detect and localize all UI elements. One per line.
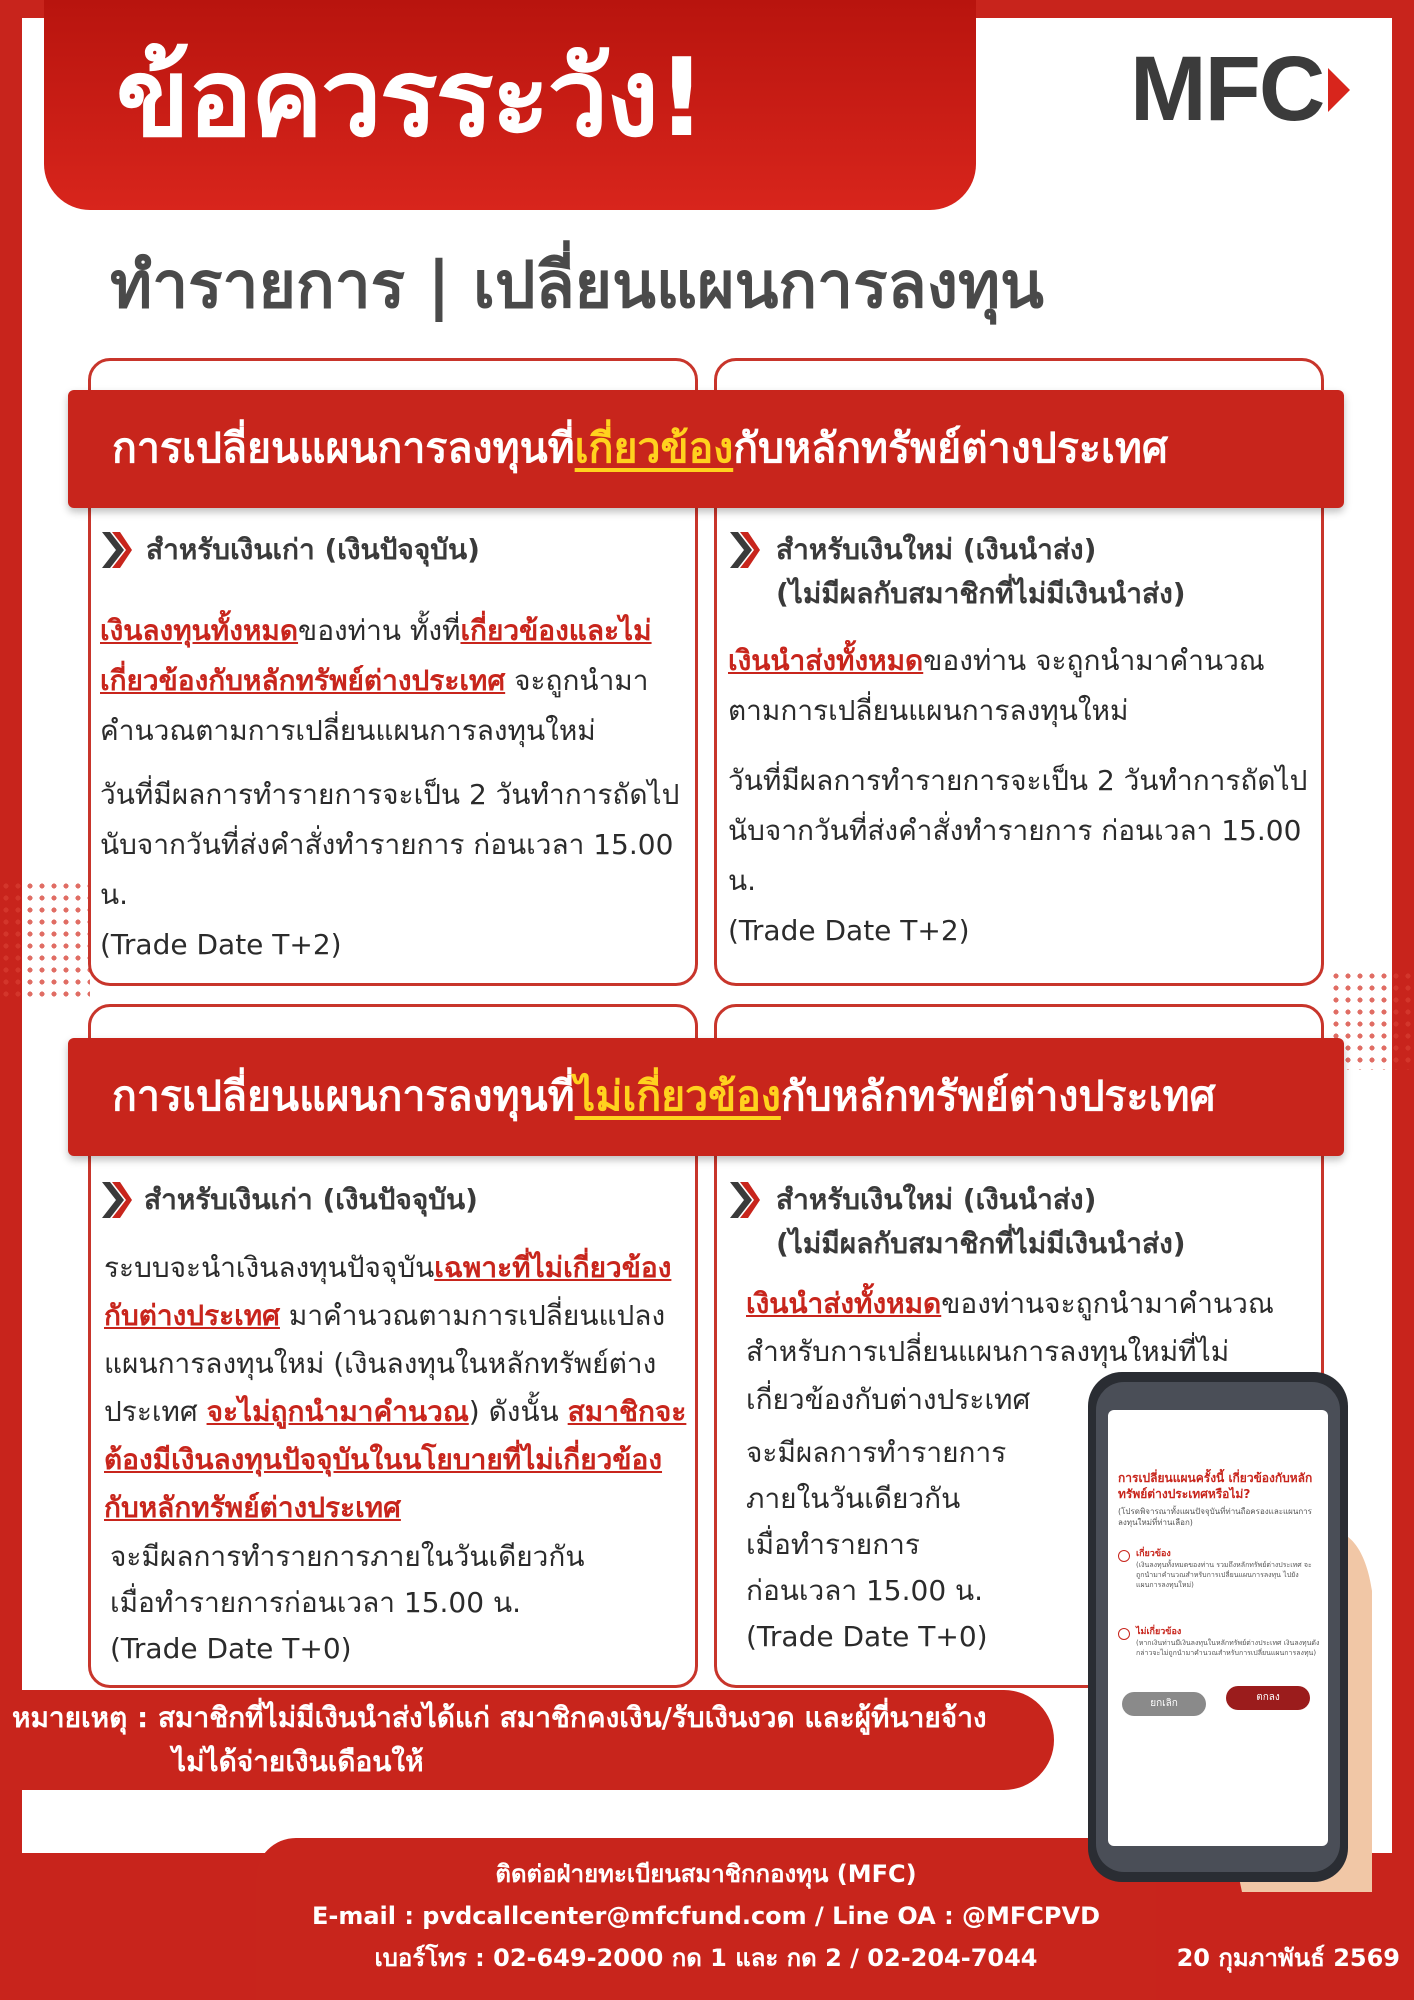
- option1-radio[interactable]: [1118, 1550, 1130, 1562]
- phone-hint: (โปรดพิจารณาทั้งแผนปัจจุบันที่ท่านถือครองและแผนการลงทุนใหม่ที่ท่านเลือก): [1118, 1507, 1312, 1527]
- section1-left-heading: สำหรับเงินเก่า (เงินปัจจุบัน): [146, 533, 480, 566]
- phone-screen: [1108, 1410, 1328, 1846]
- phone-illustration: [1072, 1372, 1372, 1892]
- note-text: หมายเหตุ : สมาชิกที่ไม่มีเงินนำส่งได้แก่ สมาชิกคงเงิน/รับเงินงวด และผู้ที่นายจ้าง ไม่ได้จ่ายเงินเดือนให้: [12, 1701, 987, 1778]
- logo-mark-icon: [1328, 68, 1350, 112]
- phone-question: การเปลี่ยนแผนครั้งนี้ เกี่ยวข้องกับหลักทรัพย์ต่างประเทศหรือไม่?: [1118, 1471, 1313, 1501]
- option1-label: เกี่ยวข้อง: [1136, 1549, 1171, 1559]
- contact-email[interactable]: E-mail : pvdcallcenter@mfcfund.com / Line OA : @MFCPVD: [311, 1902, 1100, 1930]
- section1-left-para1: เงินลงทุนทั้งหมดของท่าน ทั้งที่เกี่ยวข้องและไม่เกี่ยวข้องกับหลักทรัพย์ต่างประเทศ จะถูกนำมาคำนวณตามการเปลี่ยนแผนการลงทุนใหม่: [100, 614, 652, 747]
- option2-label: ไม่เกี่ยวข้อง: [1136, 1627, 1182, 1637]
- section2-right-para2: จะมีผลการทำรายการ ภายในวันเดียวกัน เมื่อทำรายการ ก่อนเวลา 15.00 น. (Trade Date T+0): [746, 1436, 1007, 1653]
- contact-title: ติดต่อฝ่ายทะเบียนสมาชิกกองทุน (MFC): [495, 1860, 917, 1888]
- contact-box: [256, 1838, 1156, 2000]
- section1-right-heading: สำหรับเงินใหม่ (เงินนำส่ง) (ไม่มีผลกับสมาชิกที่ไม่มีเงินนำส่ง): [776, 533, 1186, 610]
- option2-radio[interactable]: [1118, 1628, 1130, 1640]
- section1-right-para1: เงินนำส่งทั้งหมดของท่าน จะถูกนำมาคำนวณตามการเปลี่ยนแผนการลงทุนใหม่: [728, 644, 1265, 727]
- band-highlight: ไม่เกี่ยวข้อง: [574, 1072, 781, 1120]
- section2-right-para1: เงินนำส่งทั้งหมดของท่านจะถูกนำมาคำนวณสำหรับการเปลี่ยนแผนการลงทุนใหม่ที่ไม่เกี่ยวข้องกับต่างประเทศ: [746, 1287, 1274, 1416]
- band-highlight: เกี่ยวข้อง: [574, 424, 734, 472]
- section1-band-title: การเปลี่ยนแผนการลงทุนที่เกี่ยวข้องกับหลักทรัพย์ต่างประเทศ: [112, 424, 1168, 472]
- section1-left-para2: วันที่มีผลการทำรายการจะเป็น 2 วันทำการถัดไป นับจากวันที่ส่งคำสั่งทำรายการ ก่อนเวลา 15.00 น. (Trade Date T+2): [100, 778, 680, 961]
- section2-left-para1: ระบบจะนำเงินลงทุนปัจจุบันเฉพาะที่ไม่เกี่ยวข้องกับต่างประเทศ มาคำนวณตามการเปลี่ยนแปลงแผนการลงทุนใหม่ (เงินลงทุนในหลักทรัพย์ต่างประเทศ จะไม่ถูกนำมาคำนวณ) ดังนั้น สมาชิกจะต้องมีเงินลงทุนปัจจุบันในนโยบายที่ไม่เกี่ยวข้องกับหลักทรัพย์ต่างประเทศ: [104, 1251, 687, 1524]
- double-chevron-icon: [102, 1182, 132, 1218]
- publish-date: 20 กุมภาพันธ์ 2569: [1176, 1944, 1400, 1972]
- note-box: [0, 1690, 1054, 1790]
- decorative-dots: [0, 880, 90, 1000]
- section2-left-para2: จะมีผลการทำรายการภายในวันเดียวกัน เมื่อทำรายการก่อนเวลา 15.00 น. (Trade Date T+0): [110, 1540, 585, 1665]
- section1-right-para2: วันที่มีผลการทำรายการจะเป็น 2 วันทำการถัดไป นับจากวันที่ส่งคำสั่งทำรายการ ก่อนเวลา 15.00 น. (Trade Date T+2): [728, 764, 1308, 947]
- double-chevron-icon: [730, 1182, 760, 1218]
- section2-band-title: การเปลี่ยนแผนการลงทุนที่ไม่เกี่ยวข้องกับหลักทรัพย์ต่างประเทศ: [112, 1072, 1216, 1120]
- option1-desc: (เงินลงทุนทั้งหมดของท่าน รวมถึงหลักทรัพย์ต่างประเทศ จะถูกนำมาคำนวณสำหรับการเปลี่ยนแผนการลงทุน ไปยังแผนการลงทุนใหม่): [1136, 1561, 1312, 1589]
- double-chevron-icon: [730, 532, 760, 568]
- section2-left-heading: สำหรับเงินเก่า (เงินปัจจุบัน): [144, 1183, 478, 1216]
- page-title: ข้อควรระวัง!: [116, 36, 705, 161]
- logo-text: MFC: [1130, 38, 1324, 140]
- ok-button[interactable]: ตกลง: [1226, 1686, 1310, 1710]
- contact-phone[interactable]: เบอร์โทร : 02-649-2000 กด 1 และ กด 2 / 02-204-7044: [374, 1944, 1038, 1972]
- option2-desc: (หากเงินท่านมีเงินลงทุนในหลักทรัพย์ต่างประเทศ เงินลงทุนดังกล่าวจะไม่ถูกนำมาคำนวณสำหรับการเปลี่ยนแผนการลงทุน): [1136, 1639, 1320, 1657]
- page-subtitle: ทำรายการ | เปลี่ยนแผนการลงทุน: [110, 249, 1044, 323]
- mfc-logo: [1130, 38, 1360, 140]
- cancel-button[interactable]: ยกเลิก: [1122, 1692, 1206, 1716]
- double-chevron-icon: [102, 532, 132, 568]
- section2-right-heading: สำหรับเงินใหม่ (เงินนำส่ง) (ไม่มีผลกับสมาชิกที่ไม่มีเงินนำส่ง): [776, 1183, 1186, 1260]
- section1-band: [68, 390, 1344, 508]
- section2-band: [68, 1038, 1344, 1156]
